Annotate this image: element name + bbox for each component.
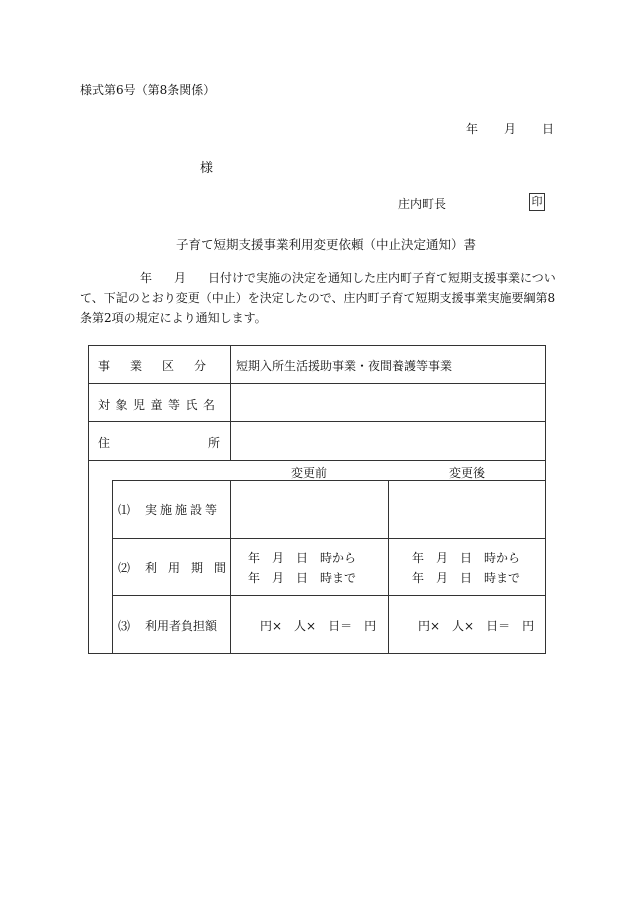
item-2-label: 利用期間: [145, 561, 238, 575]
date-day-label: 日: [542, 122, 555, 136]
seal-mark: 印: [529, 193, 545, 211]
body-year: 年: [140, 271, 153, 285]
table-rule: [112, 538, 546, 539]
document-title: 子育て短期支援事業利用変更依頼（中止決定通知）書: [176, 237, 477, 252]
body-line-3: 条第2項の規定により通知します。: [80, 311, 267, 325]
table-rule: [112, 595, 546, 596]
header-before: 変更前: [290, 466, 327, 480]
row-label-child-name: 対象児童等氏名: [98, 398, 221, 412]
addressee-suffix: 様: [200, 161, 214, 176]
body-month: 月: [174, 271, 187, 285]
sender-title: 庄内町長: [398, 197, 447, 211]
table-rule: [88, 345, 546, 346]
body-line-1-text: 日付けで実施の決定を通知した庄内町子育て短期支援事業につい: [208, 271, 556, 285]
table-rule: [88, 383, 546, 384]
item-3-number: ⑶: [118, 619, 131, 633]
item-2-before-start: 年 月 日 時から: [248, 551, 357, 565]
table-rule: [88, 345, 89, 654]
body-line-1: [80, 268, 555, 288]
body-text: [80, 268, 555, 328]
table-rule: [388, 480, 389, 654]
form-number: 様式第6号（第8条関係）: [80, 83, 216, 97]
row-label-address-a: 住: [98, 436, 111, 450]
table-rule: [88, 421, 546, 422]
table-rule: [112, 480, 113, 654]
item-3-before: 円× 人× 日＝ 円: [260, 619, 377, 633]
item-1-label: 実施施設等: [145, 503, 221, 517]
business-category-value: 短期入所生活援助事業・夜間養護等事業: [236, 359, 453, 373]
table-rule: [230, 345, 231, 460]
date-month-label: 月: [504, 122, 517, 136]
date-line: [466, 120, 554, 137]
table-rule: [88, 653, 546, 654]
item-2-before-end: 年 月 日 時まで: [248, 571, 357, 585]
item-3-after: 円× 人× 日＝ 円: [418, 619, 535, 633]
item-2-after-start: 年 月 日 時から: [412, 551, 521, 565]
item-2-after-end: 年 月 日 時まで: [412, 571, 521, 585]
item-2-number: ⑵: [118, 561, 131, 575]
table-rule: [88, 460, 546, 461]
body-line-2: て、下記のとおり変更（中止）を決定したので、庄内町子育て短期支援事業実施要綱第8: [80, 291, 556, 305]
header-after: 変更後: [448, 466, 485, 480]
item-1-number: ⑴: [118, 503, 131, 517]
row-label-address-b: 所: [208, 436, 221, 450]
date-year-label: 年: [466, 122, 479, 136]
table-rule: [545, 345, 546, 654]
item-3-label: 利用者負担額: [145, 619, 218, 633]
row-label-text: 事業区分: [98, 359, 227, 373]
row-label-business-category: [98, 357, 227, 374]
